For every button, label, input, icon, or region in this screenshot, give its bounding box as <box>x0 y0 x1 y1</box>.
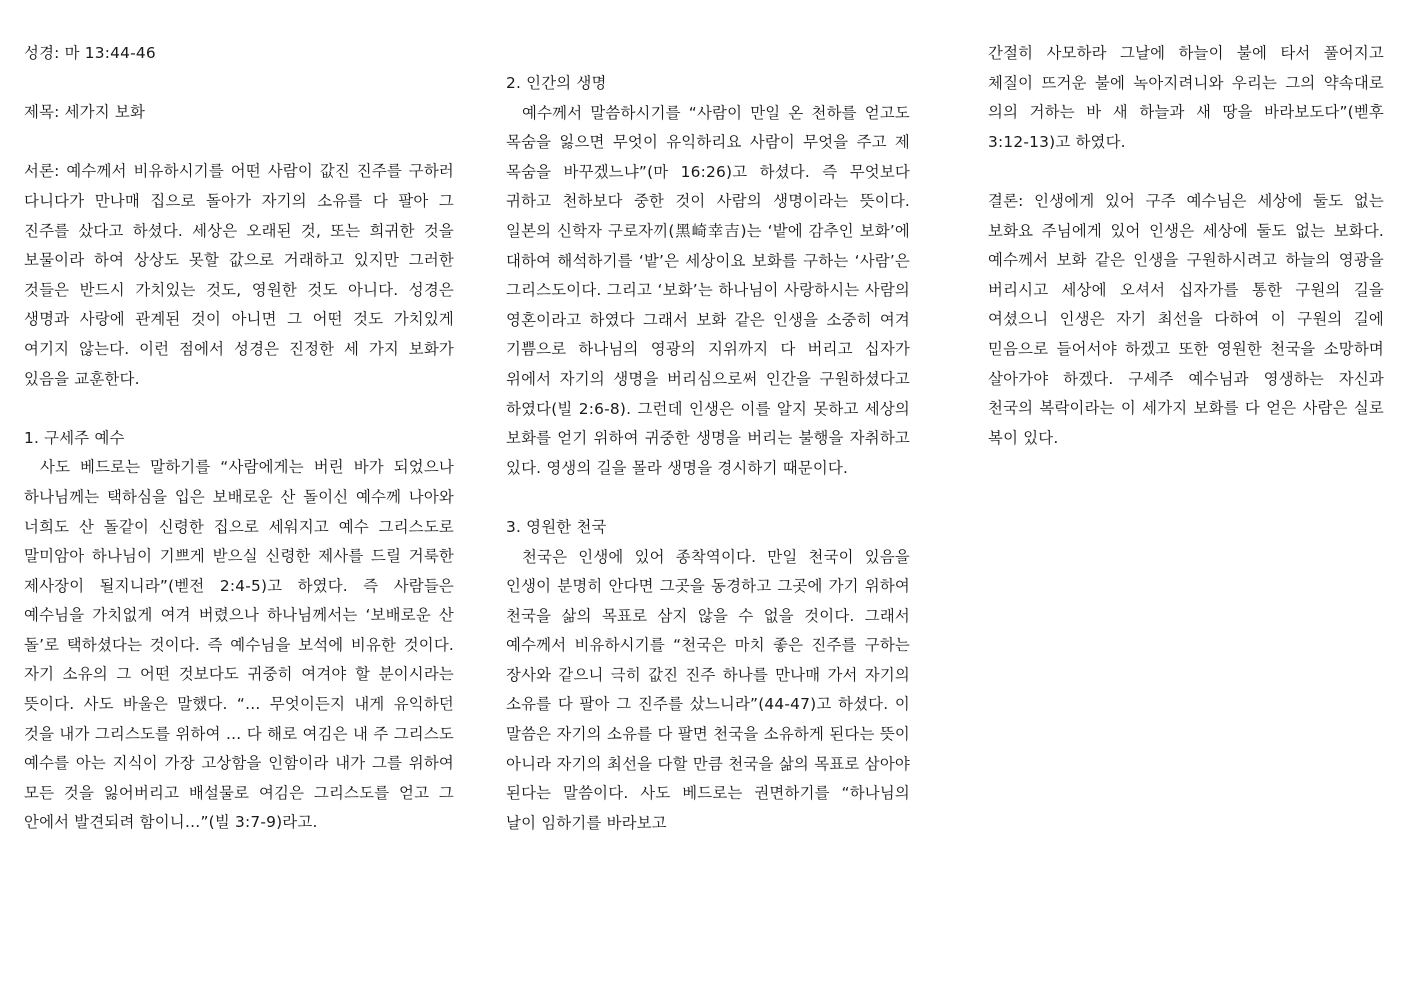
section-3-continuation: 간절히 사모하라 그날에 하늘이 불에 타서 풀어지고 체질이 뜨거운 불에 녹아지려니와 우리는 그의 약속대로 의의 거하는 바 새 하늘과 새 땅을 바라보도다”(벧후 3:12-13)고 하였다. <box>988 44 1384 151</box>
section-1-body: 사도 베드로는 말하기를 “사람에게는 버린 바가 되었으나 하나님께는 택하심을 입은 보배로운 산 돌이신 예수께 나아와 너희도 산 돌같이 신령한 집으로 세워지고 예수 그리스도로 말미암아 하나님이 기쁘게 받으실 신령한 제사를 드릴 거룩한 제사장이 될지니라”(벧전 2:4-5)고 하였다. 즉 사람들은 예수님을 가치없게 여겨 버렸으나 하나님께서는 ‘보배로운 산 돌’로 택하셨다는 것이다. 즉 예수님을 보석에 비유한 것이다. 자기 소유의 그 어떤 것보다도 귀중히 여겨야 할 분이시라는 뜻이다. 사도 바울은 말했다. “… 무엇이든지 내게 유익하던 것을 내가 그리스도를 위하여 … 다 해로 여김은 내 주 그리스도 예수를 아는 지식이 가장 고상함을 인함이라 내가 그를 위하여 모든 것을 잃어버리고 배설물로 여김은 그리스도를 얻고 그 안에서 발견되려 함이니…”(빌 3:7-9)라고. <box>24 458 454 832</box>
column-middle <box>506 69 910 838</box>
section-3-heading: 3. 영원한 천국 <box>506 517 607 536</box>
sermon-title: 제목: 세가지 보화 <box>24 103 146 122</box>
scripture-reference: 성경: 마 13:44-46 <box>24 44 156 62</box>
section-2-body: 예수께서 말씀하시기를 “사람이 만일 온 천하를 얻고도 목숨을 잃으면 무엇이 유익하리요 사람이 무엇을 주고 제 목숨을 바꾸겠느냐”(마 16:26)고 하셨다. 즉 무엇보다 귀하고 천하보다 중한 것이 사람의 생명이라는 뜻이다. 일본의 신학자 구로자끼(黑崎幸吉)는 ‘밭에 감추인 보화’에 대하여 해석하기를 ‘밭’은 세상이요 보화를 구하는 ‘사람’은 그리스도이다. 그리고 ‘보화’는 하나님이 사랑하시는 사람의 영혼이라고 하였다 그래서 보화 같은 인생을 소중히 여겨 기쁨으로 하나님의 영광의 지위까지 다 버리고 십자가 위에서 자기의 생명을 버리심으로써 인간을 구원하셨다고 하였다(빌 2:6-8). 그런데 인생은 이를 알지 못하고 세상의 보화를 얻기 위하여 귀중한 생명을 버리는 불행을 자취하고 있다. 영생의 길을 몰라 생명을 경시하기 때문이다. <box>506 103 910 477</box>
section-1-heading: 1. 구세주 예수 <box>24 428 125 447</box>
column-right <box>988 39 1384 453</box>
column-left <box>24 39 454 838</box>
introduction-paragraph: 서론: 예수께서 비유하시기를 어떤 사람이 값진 진주를 구하러 다니다가 만나매 집으로 돌아가 자기의 소유를 다 팔아 그 진주를 샀다고 하셨다. 세상은 오래된 것, 또는 희귀한 것을 보물이라 하여 상상도 못할 값으로 거래하고 있지만 그러한 것들은 반드시 가치있는 것도, 영원한 것도 아니다. 성경은 생명과 사랑에 관계된 것이 아니면 그 어떤 것도 가치있게 여기지 않는다. 이런 점에서 성경은 진정한 세 가지 보화가 있음을 교훈한다. <box>24 162 454 388</box>
conclusion-paragraph: 결론: 인생에게 있어 구주 예수님은 세상에 둘도 없는 보화요 주님에게 있어 인생은 세상에 둘도 없는 보화다. 예수께서 보화 같은 인생을 구원하시려고 하늘의 영광을 버리시고 세상에 오셔서 십자가를 통한 구원의 길을 여셨으니 인생은 자기 최선을 다하여 이 구원의 길에 믿음으로 들어서야 하겠고 또한 영원한 천국을 소망하며 살아가야 하겠다. 구세주 예수님과 영생하는 자신과 천국의 복락이라는 이 세가지 보화를 다 얻은 사람은 실로 복이 있다. <box>988 191 1384 447</box>
section-3-body: 천국은 인생에 있어 종착역이다. 만일 천국이 있음을 인생이 분명히 안다면 그곳을 동경하고 그곳에 가기 위하여 천국을 삶의 목표로 삼지 않을 수 없을 것이다. 그래서 예수께서 비유하시기를 “천국은 마치 좋은 진주를 구하는 장사와 같으니 극히 값진 진주 하나를 만나매 가서 자기의 소유를 다 팔아 그 진주를 샀느니라”(44-47)고 하셨다. 이 말씀은 자기의 소유를 다 팔면 천국을 소유하게 된다는 뜻이 아니라 자기의 최선을 다할 만큼 천국을 삶의 목표로 삼아야 된다는 말씀이다. 사도 베드로는 권면하기를 “하나님의 날이 임하기를 바라보고 <box>506 547 910 832</box>
section-2-heading: 2. 인간의 생명 <box>506 74 607 92</box>
